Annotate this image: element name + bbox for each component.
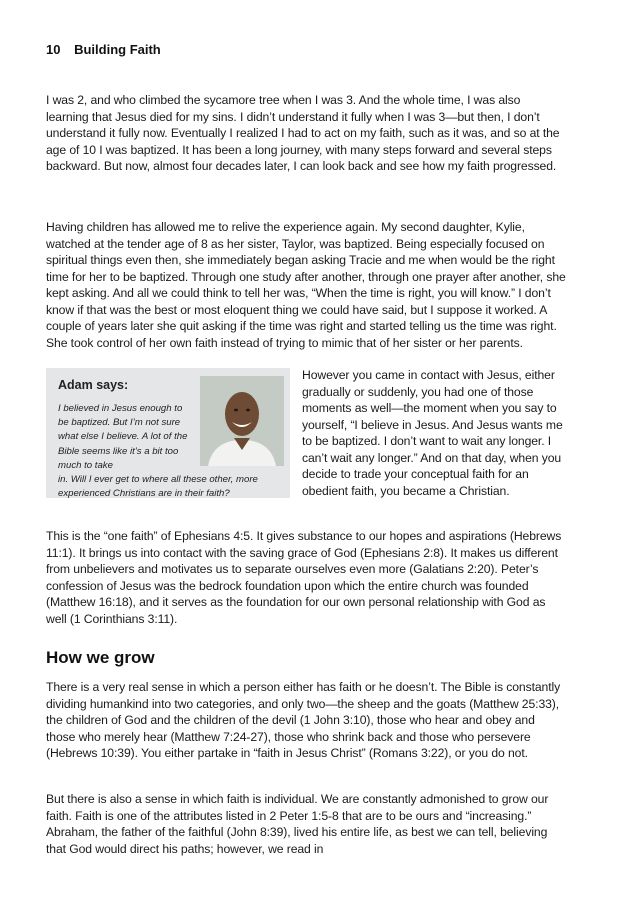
- left-eye: [234, 409, 238, 412]
- portrait-illustration: [200, 376, 284, 466]
- body-paragraph-4: There is a very real sense in which a person either has faith or he doesn’t. The Bible is constantly dividing humankind into two categories, and only two—the sheep and the goats (Matthew 25:33), the children of God and the children of the devil (1 John 3:10), those who hear and obey and those who merely hear (Matthew 7:24-27), those who shrink back and those who persevere (Hebrews 10:39). You either partake in “faith in Jesus Christ” (Romans 3:22), or you do not.: [46, 680, 561, 760]
- right-eye: [246, 409, 250, 412]
- running-title: Building Faith: [74, 42, 161, 57]
- sidebar-title: Adam says:: [58, 378, 129, 392]
- sidebar-quote-part-1: I believed in Jesus enough to be baptized. But I’m not sure what else I believe. A lot of the Bible seems like it’s a bit too much to take: [58, 403, 188, 471]
- body-paragraph-2: Having children has allowed me to relive the experience again. My second daughter, Kylie, watched at the tender age of 8 as her sister, Taylor, was baptized. Being especially focused on spiritual things even then, she immediately began asking Tracie and me when would be the right time for her to be baptized. Through one study after another, through one prayer after another, she kept asking. And all we could think to tell her was, “When the time is right, you will know.” I don’t know if that was the best or most eloquent thing we could have said, but I suppose it worked. A couple of years later she quit asking if the time was right and started telling us the time was right. She took control of her own faith instead of trying to mimic that of her sister or her parents.: [46, 220, 566, 350]
- sidebar-quote-part-2: in. Will I ever get to where all these other, more experienced Christians are in their faith?: [58, 474, 258, 500]
- page-number: 10: [46, 42, 61, 57]
- body-paragraph-5: But there is also a sense in which faith is individual. We are constantly admonished to grow our faith. Faith is one of the attributes listed in 2 Peter 1:5-8 that are to be ours and “increasing.” Abraham, the father of the faithful (John 8:39), lived his entire life, as best we can tell, believing that God would direct his paths; however, we read in: [46, 792, 549, 856]
- adam-says-sidebar: [46, 368, 290, 498]
- running-header: [46, 42, 161, 57]
- section-heading: How we grow: [46, 648, 155, 667]
- body-paragraph-1: I was 2, and who climbed the sycamore tree when I was 3. And the whole time, I was also learning that Jesus died for my sins. I didn’t understand it fully when I was 3—but then, I don’t understand it fully now. Eventually I realized I had to act on my faith, such as it was, and so at the age of 10 I was baptized. It has been a long journey, with many steps forward and several steps backward. But now, almost four decades later, I can look back and see how my faith progressed.: [46, 93, 560, 173]
- body-paragraph-3: This is the “one faith” of Ephesians 4:5. It gives substance to our hopes and aspirations (Hebrews 11:1). It brings us into contact with the saving grace of God (Ephesians 2:8). It makes us different from unbelievers and motivates us to separate ourselves even more (Galatians 2:20). Peter’s confession of Jesus was the bedrock foundation upon which the entire church was founded (Matthew 16:18), and it serves as the foundation for our own personal relationship with God as well (1 Corinthians 3:11).: [46, 529, 562, 626]
- body-paragraph-beside-sidebar: However you came in contact with Jesus, either gradually or suddenly, you had one of those moments as well—the moment when you say to yourself, “I believe in Jesus. And Jesus wants me to be baptized. I don’t want to wait any longer. I can’t wait any longer.” And on that day, when you decide to trade your conceptual faith for an obedient faith, you became a Christian.: [302, 368, 563, 498]
- adam-portrait-photo: [200, 376, 284, 466]
- face: [225, 392, 259, 436]
